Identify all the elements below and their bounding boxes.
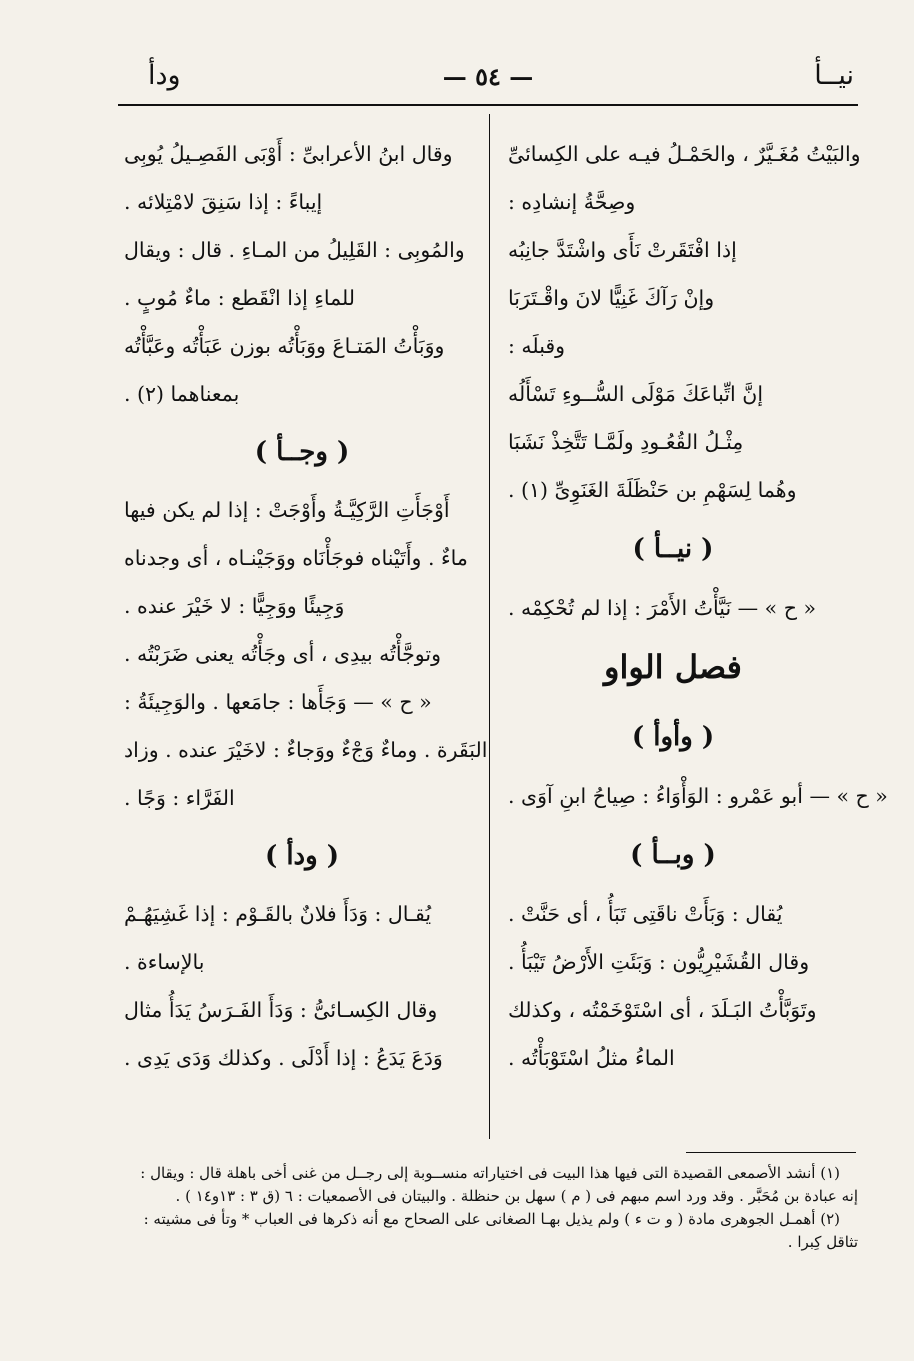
- text-line: وقال القُشَيْرِيُّون : وَبَئَتِ الأَرْضُ تَيْبَأُ .: [508, 950, 810, 974]
- text-line: وصِحَّةُ إنشادِه :: [508, 190, 636, 214]
- text-line: « ح » — أبو عَمْرو : الوَأْوَاءُ : صِياحُ ابنِ آوَى .: [508, 784, 888, 808]
- entry-heading: ( ودأ ): [264, 841, 340, 871]
- text-line: وتوجَّأْتُه بيدِى ، أى وجَأْتُه يعنى ضَرَبْتُه .: [124, 642, 441, 666]
- text-line: وَدَعَ يَدَعُ : إذا أَدْلَى . وكذلك وَدَى يَدِى .: [124, 1046, 443, 1070]
- footnote-line: تثاقل كِبرا .: [787, 1233, 858, 1251]
- text-line: يُقال : وَبَأَتْ ناقَتِى تَبَأُ ، أى حَنَّتْ .: [508, 902, 783, 926]
- text-line: ماءٌ . وأَتَيْناه فوجَأْنَاه ووَجَيْنـاه ، أى وجدناه: [124, 546, 468, 570]
- header-right-word: نيــأ: [814, 60, 854, 91]
- page-number: — ٥٤ —: [442, 62, 534, 91]
- text-line: أَوْجَأَتِ الرَّكِيَّـةُ وأَوْجَتْ : إذا لم يكن فيها: [124, 498, 450, 522]
- entry-heading: ( وبــأ ): [630, 840, 716, 870]
- header-divider: [118, 104, 858, 106]
- text-line: ووَبَأْتُ المَتـاعَ ووَبَأْتُه بوزن عَبَأْتُه وعَبَّأْتُه: [124, 334, 445, 358]
- right-column: [508, 130, 888, 1082]
- left-column: [124, 130, 488, 1082]
- text-line: « ح » — نَيَّأْتُ الأَمْرَ : إذا لم تُحْكِمْه .: [508, 596, 817, 620]
- verse-line: مِثْـلُ القُعُـودِ ولَمَّـا تَتَّخِذْ نَشَبَا: [508, 430, 744, 454]
- text-line: والمُوبِى : القَلِيلُ من المـاءِ . قال : ويقال: [124, 238, 465, 262]
- footnote-divider: [686, 1152, 856, 1153]
- footnote-line: إنه عبادة بن مُحَبَّر . وقد ورد اسم مبهم فى ( م ) سهل بن حنظلة . والبيتان فى الأصمعيات : ٦ (ق ٣ : ١٣و١٤ ) .: [175, 1187, 858, 1205]
- text-line: وقبلَه :: [508, 334, 566, 358]
- footnote-line: (٢) أهمـل الجوهرى مادة ( و ت ء ) ولم يذيل بهـا الصغانى على الصحاح مع أنه ذكرها فى العباب * وتأ فى مشيته :: [143, 1210, 840, 1228]
- text-line: « ح » — وَجَأَها : جامَعها . والوَجِيئَةُ :: [124, 690, 432, 714]
- footnotes: [124, 1162, 858, 1254]
- text-line: وَجِيئًا ووَجِيًّا : لا خَيْرَ عنده .: [124, 594, 345, 618]
- section-title: فصل الواو: [604, 648, 742, 686]
- text-line: يُقـال : وَدَأَ فلانٌ بالقَـوْم : إذا غَشِيَهُـمْ: [124, 902, 432, 926]
- text-line: البَقَرة . وماءٌ وَجْءٌ ووَجاءٌ : لاخَيْرَ عنده . وزاد: [124, 738, 488, 762]
- entry-heading: ( وجــأ ): [254, 437, 350, 467]
- footnote-line: (١) أنشد الأصمعى القصيدة التى فيها هذا البيت فى اختياراته منســوبة إلى رجــل من غنى أخى باهلة قال : ويقال :: [140, 1164, 840, 1182]
- text-line: وقال الكِسـائىُّ : وَدَأَ الفَـرَسُ يَدَأُ مثال: [124, 998, 438, 1022]
- text-line: إيباءً : إذا سَنِقَ لامْتِلائه .: [124, 190, 323, 214]
- header-left-word: ودأ: [148, 60, 181, 91]
- text-line: وهُما لِسَهْمِ بن حَنْظَلَةَ الغَنَوِىِّ (١) .: [508, 478, 797, 502]
- text-line: والبَيْتُ مُغَـيَّرٌ ، والحَمْـلُ فيـه على الكِسائىِّ: [508, 142, 861, 166]
- text-line: بالإساءة .: [124, 950, 205, 974]
- entry-heading: ( وأوأ ): [631, 722, 715, 752]
- verse-line: وإنْ رَآكَ غَنِيًّا لانَ واقْـتَرَبَا: [508, 286, 715, 310]
- page-header: [118, 54, 858, 102]
- text-line: الماءُ مثلُ اسْتَوْبَأْتُه .: [508, 1046, 675, 1070]
- text-line: الفَرَّاء : وَجًا .: [124, 786, 235, 810]
- text-line: بمعناهما (٢) .: [124, 382, 240, 406]
- text-line: وتَوَبَّأْتُ البَـلَدَ ، أى اسْتَوْخَمْتُه ، وكذلك: [508, 998, 817, 1022]
- verse-line: إذا افْتَقَرتْ نَأَى واشْتَدَّ جانِبُه: [508, 238, 737, 262]
- verse-line: إنَّ اتِّباعَكَ مَوْلَى السُّــوءِ تَسْأَلُه: [508, 382, 764, 406]
- entry-heading: ( نيــأ ): [632, 534, 714, 564]
- column-divider: [489, 114, 490, 1139]
- text-line: وقال ابنُ الأعرابىِّ : أَوْبَى الفَصِـيلُ يُوبِى: [124, 142, 453, 166]
- text-line: للماءِ إذا انْقَطع : ماءٌ مُوبٍ .: [124, 286, 356, 310]
